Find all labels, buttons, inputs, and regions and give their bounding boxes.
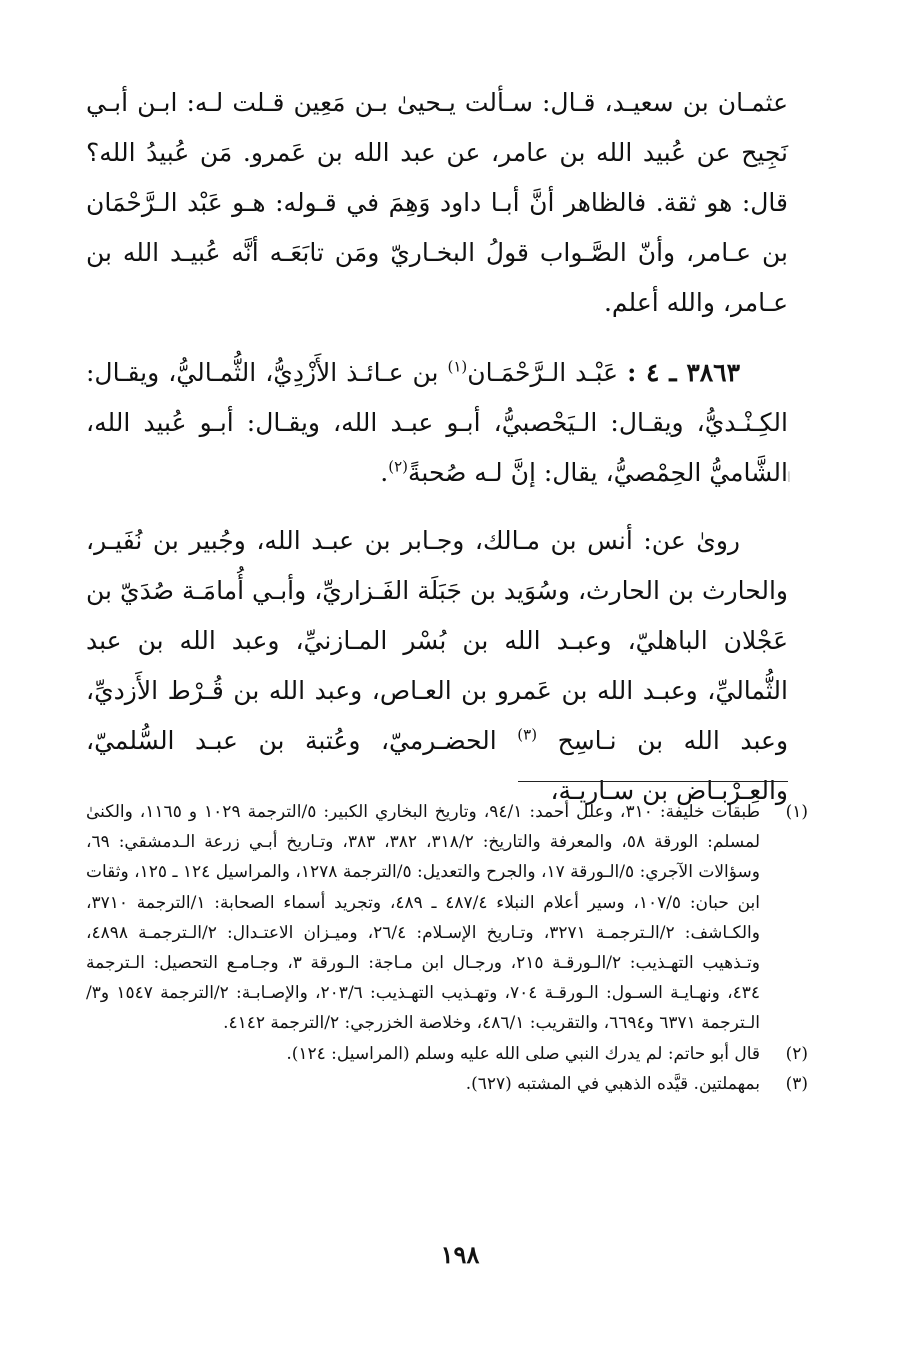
page-number: ١٩٨ (440, 1240, 480, 1269)
narrators-paragraph (86, 516, 788, 816)
entry-number: ٣٨٦٣ ـ ٤ : (627, 358, 741, 387)
narrators-text-end: الحضـرميّ، وعُتبة بن عبـد السُّلميّ، والعِـرْبـاض بن سـاريـة، (86, 726, 788, 805)
footnote-text: بمهملتين. قيَّده الذهبي في المشتبه (٦٢٧). (465, 1073, 760, 1094)
entry-description: بن عـائـذ الأَزْدِيُّ، الثُّمـاليُّ، ويقـال: الكِـنْـديُّ، ويقـال: الـيَحْصبيُّ، أبـو عبـد الله، ويقـال: أبـو عُبيد الله، الشَّاميُّ الحِمْصيُّ، يقال: إنَّ لـه صُحبةً (86, 358, 788, 487)
main-text (86, 78, 788, 816)
footnote-divider (518, 781, 788, 782)
entry-end: . (380, 458, 389, 487)
footnote-2 (86, 1039, 808, 1069)
entry-name: عَبْـد الـرَّحْمَـان (467, 358, 619, 387)
entry-heading (86, 348, 788, 498)
footnote-ref-3: (٣) (517, 725, 538, 744)
footnote-3 (86, 1069, 808, 1099)
footnote-text: قال أبو حاتم: لم يدرك النبي صلى الله عليه وسلم (المراسيل: ١٢٤). (286, 1043, 760, 1064)
footnote-number: (١) (785, 802, 808, 822)
footnote-ref-2: (٢) (388, 457, 409, 476)
footnote-1 (86, 797, 808, 1039)
footnote-ref-1: (١) (447, 357, 468, 376)
narrators-text: روىٰ عن: أنس بن مـالك، وجـابر بن عبـد الله، وجُبير بن نُفَيـر، والحارث بن الحارث، وسُوَيد بن جَبَلَة الفَـزاريِّ، وأبـي أُمامَـة صُدَيّ بن عَجْلان الباهليّ، وعبـد الله بن بُسْر المـازنيِّ، وعبد الله بن عبد الثُّماليِّ، وعبـد الله بن عَمرو بن العـاص، وعبد الله بن قُـرْط الأَزديِّ، وعبد الله بن نـاسِح (86, 526, 789, 755)
footnote-text: طبقات خليفة: ٣١٠، وعلل أحمد: ٩٤/١، وتاريخ البخاري الكبير: ٥/الترجمة ١٠٢٩ و ١١٦٥، والكنىٰ لمسلم: الورقة ٥٨، والمعرفة والتاريخ: ٣١٨/٢، ٣٨٢، ٣٨٣، وتـاريخ أبـي زرعة الـدمشقي: ٦٩، وسؤالات الآجري: ٥/الـورقة ١٧، والجرح والتعديل: ٥/الترجمة ١٢٧٨، والمراسيل ١٢٤ ـ ١٢٥، وثقات ابن حبان: ١٠٧/٥، وسير أعلام النبلاء ٤٨٧/٤ ـ ٤٨٩، وتجريد أسماء الصحابة: ١/الترجمة ٣٧١٠، والكـاشف: ٢/الـترجمـة ٣٢٧١، وتـاريخ الإسـلام: ٢٦/٤، وميـزان الاعتـدال: ٢/الـترجمـة ٤٨٩٨، وتـذهيب التهـذيب: ٢/الـورقـة ٢١٥، ورجـال ابن مـاجة: الـورقة ٣، وجـامـع التحصيل: الـترجمة ٤٣٤، ونهـايـة السـول: الـورقـة ٧٠٤، وتهـذيب التهـذيب: ٢٠٣/٦، والإصـابـة: ٢/الترجمة ١٥٤٧ و٣/الـترجمة ٦٣٧١ و٦٦٩٤، والتقريب: ٤٨٦/١، وخلاصة الخزرجي: ٢/الترجمة ٤١٤٢. (86, 802, 761, 1034)
scan-artifact-mark: ا (787, 470, 791, 486)
footnotes (86, 797, 808, 1099)
footnote-number: (٢) (785, 1043, 808, 1064)
footnote-number: (٣) (785, 1073, 808, 1094)
paragraph-1: عثمـان بن سعيـد، قـال: سـألت يـحيىٰ بـن مَعِين قـلت لـه: ابـن أبـي نَجِيح عن عُبيد الله بن عامر، عن عبد الله بن عَمرو. مَن عُبيدُ الله؟ قال: هو ثقة. فالظاهر أنَّ أبـا داود وَهِمَ في قـوله: هـو عَبْد الـرَّحْمَان بن عـامر، وأنّ الصَّـواب قولُ البخـاريّ ومَن تابَعَـه أنَّه عُبيـد الله بن عـامر، والله أعلم. (86, 88, 788, 317)
